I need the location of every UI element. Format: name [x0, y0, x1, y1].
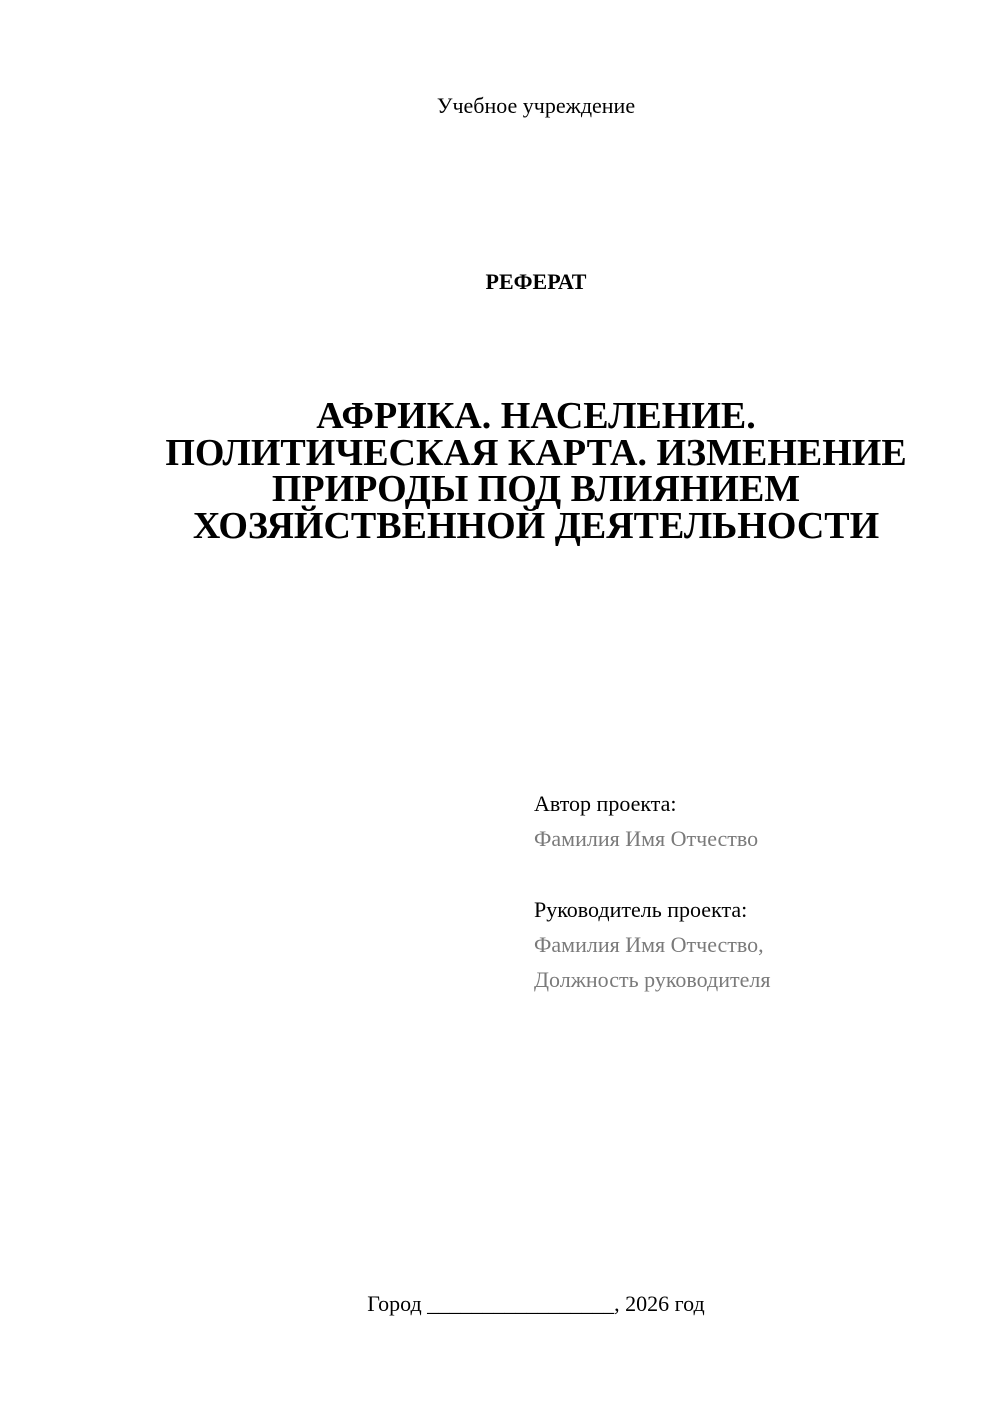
author-label: Автор проекта: — [534, 791, 677, 816]
supervisor-block — [534, 892, 974, 997]
author-name-placeholder: Фамилия Имя Отчество — [534, 826, 759, 851]
supervisor-position-placeholder: Должность руководителя — [534, 967, 771, 992]
author-block — [534, 786, 974, 856]
document-title — [100, 395, 972, 547]
title-line: ПОЛИТИЧЕСКАЯ КАРТА. ИЗМЕНЕНИЕ — [165, 431, 907, 474]
city-year-line: Город _________________, 2026 год — [367, 1291, 705, 1316]
supervisor-label: Руководитель проекта: — [534, 897, 748, 922]
institution-name: Учебное учреждение — [436, 93, 636, 118]
supervisor-name-placeholder: Фамилия Имя Отчество, — [534, 932, 764, 957]
document-type: РЕФЕРАТ — [485, 269, 587, 294]
title-line: АФРИКА. НАСЕЛЕНИЕ. — [316, 395, 756, 437]
title-line: ПРИРОДЫ ПОД ВЛИЯНИЕМ — [271, 468, 801, 510]
title-line: ХОЗЯЙСТВЕННОЙ ДЕЯТЕЛЬНОСТИ — [192, 504, 880, 547]
